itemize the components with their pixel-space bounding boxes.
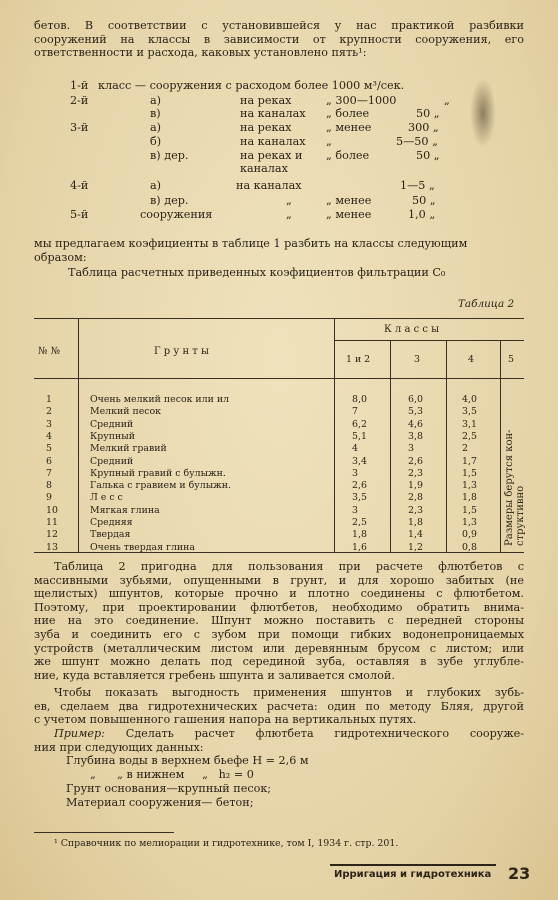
paragraph-line: ев, сделаем два гидротехнических расчета: один по методу Бляя, другой <box>34 699 524 713</box>
row-number: 9 <box>46 492 52 504</box>
row-soil: Средний <box>90 455 134 467</box>
class-sub: б) <box>150 135 162 148</box>
row-class12: 3 <box>352 504 358 516</box>
row-number: 6 <box>46 455 52 467</box>
page-number: 23 <box>508 864 531 883</box>
row-class4: 1,7 <box>462 455 477 467</box>
paragraph-line: же шпунт можно делать под серединой зуба, оставляя в зубе углубле- <box>34 655 524 669</box>
table-row <box>34 542 524 554</box>
class-where: на каналах <box>240 135 306 148</box>
class-sub: а) <box>150 179 162 192</box>
class-where: на каналах <box>240 107 306 120</box>
class-where: на каналах <box>236 179 302 192</box>
class-where: на реках <box>240 94 292 107</box>
table-row <box>34 480 524 492</box>
paragraph-line: Поэтому, при проектировании флютбетов, необходимо обратить внима- <box>34 600 524 614</box>
row-soil: Л е с с <box>90 492 123 504</box>
paragraph-1 <box>34 560 524 682</box>
class-val: 1—5 „ <box>400 179 435 192</box>
row-class12: 1,6 <box>352 541 367 553</box>
table-row <box>34 406 524 418</box>
example-line: ния при следующих данных: <box>34 740 204 754</box>
data-line: Материал сооружения— бетон; <box>66 796 254 809</box>
class5-note: Размеры берутся кон-структивно <box>504 429 526 546</box>
data-line: „ „ в нижнем „ h₂ = 0 <box>90 768 254 781</box>
row-class4: 0,8 <box>462 541 477 553</box>
class-cmp: „ 300—1000 <box>326 94 397 107</box>
row-class3: 2,3 <box>408 504 423 516</box>
intro-line: сооружений на классы в зависимости от крупности сооружения, его <box>34 32 524 46</box>
row-class4: 2,5 <box>462 430 477 442</box>
row-class4: 3,5 <box>462 406 477 418</box>
journal-title: Ирригация и гидротехника <box>334 869 492 880</box>
class-label: 5-й <box>70 208 89 221</box>
paragraph-line: Чтобы показать выгодность применения шпунтов и глубоких зубь- <box>54 686 524 699</box>
row-class3: 3,8 <box>408 430 423 442</box>
subheader-class: 5 <box>508 354 514 365</box>
row-class12: 1,8 <box>352 529 367 541</box>
row-soil: Галька с гравием и булыжн. <box>90 480 232 492</box>
data-line: Глубина воды в верхнем бьефе H = 2,6 м <box>66 754 309 767</box>
class-description: класс — сооружения с расходом более 1000 м³/сек. <box>98 79 405 92</box>
row-class4: 1,5 <box>462 467 477 479</box>
subheader-class: 1 и 2 <box>346 354 371 365</box>
class-label: 1-й <box>70 79 89 92</box>
after-classes-line: мы предлагаем коэфициенты в таблице 1 разбить на классы следующим <box>34 237 468 250</box>
filtration-table <box>34 318 524 553</box>
class-val: „ <box>444 94 450 107</box>
row-class12: 6,2 <box>352 418 367 430</box>
table-row <box>34 468 524 480</box>
example-line: Пример: Сделать расчет флютбета гидротехнического сооруже- <box>54 727 524 740</box>
row-class3: 5,3 <box>408 406 423 418</box>
class-where: „ <box>286 208 292 221</box>
class-where: на реках <box>240 121 292 134</box>
subheader-class: 3 <box>414 354 420 365</box>
row-class4: 2 <box>462 443 468 455</box>
row-number: 4 <box>46 430 52 442</box>
row-number: 11 <box>46 517 58 528</box>
row-soil: Твердая <box>90 529 131 541</box>
row-class3: 1,4 <box>408 529 423 541</box>
class-sub: а) <box>150 94 162 107</box>
class-sub: в) дер. <box>150 194 189 207</box>
class-cmp: „ <box>326 135 332 148</box>
class-sub: сооружения <box>140 208 213 221</box>
row-class3: 3 <box>408 443 414 455</box>
class-where: на реках и каналах <box>240 149 303 175</box>
row-number: 5 <box>46 443 52 455</box>
row-number: 13 <box>46 541 58 553</box>
paragraph-line: зуба и соединить его с зубом при помощи гибких водонепроницаемых <box>34 627 524 641</box>
row-class3: 1,2 <box>408 541 423 553</box>
row-soil: Очень твердая глина <box>90 541 195 553</box>
paragraph-line: ние на это соединение. Шпунт можно поставить с передней стороны <box>34 614 524 628</box>
row-class12: 3 <box>352 467 358 479</box>
paragraph-line: ние, куда вставляется гребень шпунта и заливается смолой. <box>34 668 395 682</box>
class-val: 50 „ <box>416 107 440 120</box>
row-soil: Мягкая глина <box>90 504 160 516</box>
class-val: 50 „ <box>416 149 440 162</box>
row-number: 10 <box>46 504 58 516</box>
row-class4: 1,8 <box>462 492 477 504</box>
intro-paragraph <box>34 19 524 60</box>
class-cmp: „ более <box>326 149 370 162</box>
class-label: 4-й <box>70 179 89 192</box>
row-number: 12 <box>46 529 58 541</box>
table-row <box>34 505 524 517</box>
paragraph-2 <box>34 686 524 727</box>
row-class4: 0,9 <box>462 529 477 541</box>
row-class3: 2,8 <box>408 492 423 504</box>
class-cmp: „ более <box>326 107 370 120</box>
class-sub: в) дер. <box>150 149 189 162</box>
table-caption: Таблица расчетных приведенных коэфициентов фильтрации C₀ <box>68 266 446 279</box>
row-soil: Мелкий гравий <box>90 443 167 455</box>
class-cmp: „ менее <box>326 208 372 221</box>
row-class4: 3,1 <box>462 418 477 430</box>
example-label: Пример: <box>54 727 105 740</box>
table-label: Таблица 2 <box>458 298 515 310</box>
row-number: 1 <box>46 394 52 405</box>
row-class3: 1,9 <box>408 480 423 492</box>
class-label: 2-й <box>70 94 89 107</box>
example-block <box>34 727 524 754</box>
row-class3: 6,0 <box>408 394 423 405</box>
class-label: 3-й <box>70 121 89 134</box>
row-class4: 4,0 <box>462 394 477 405</box>
paragraph-line: Таблица 2 пригодна для пользования при расчете флютбетов с <box>54 560 524 573</box>
table-row <box>34 456 524 468</box>
row-number: 3 <box>46 418 52 430</box>
class-where: „ <box>286 194 292 207</box>
after-classes-line: образом: <box>34 251 87 264</box>
ink-stain <box>470 78 496 148</box>
header-number: № № <box>38 346 61 357</box>
row-class4: 1,3 <box>462 480 477 492</box>
table-row <box>34 419 524 431</box>
paragraph-line: массивными зубьями, опущенными в грунт, и для хорошо забитых (не <box>34 573 524 587</box>
class-val: 1,0 „ <box>408 208 436 221</box>
row-class12: 3,5 <box>352 492 367 504</box>
table-row <box>34 394 524 406</box>
class-cmp: „ менее <box>326 194 372 207</box>
row-class4: 1,5 <box>462 504 477 516</box>
paragraph-line: щелистых) шпунтов, которые прочно и плотно соединены с флютбетом. <box>34 587 524 601</box>
class-val: 5—50 „ <box>396 135 438 148</box>
row-number: 2 <box>46 406 52 418</box>
table-row <box>34 443 524 455</box>
subheader-class: 4 <box>468 354 474 365</box>
data-line: Грунт основания—крупный песок; <box>66 782 272 795</box>
row-class12: 2,5 <box>352 517 367 528</box>
footnote-rule <box>34 832 174 833</box>
row-class3: 2,6 <box>408 455 423 467</box>
row-class3: 1,8 <box>408 517 423 528</box>
footer-rule <box>330 864 496 866</box>
table-row <box>34 517 524 529</box>
row-class4: 1,3 <box>462 517 477 528</box>
row-class3: 4,6 <box>408 418 423 430</box>
row-class12: 8,0 <box>352 394 367 405</box>
row-class12: 3,4 <box>352 455 367 467</box>
row-class12: 4 <box>352 443 358 455</box>
row-class3: 2,3 <box>408 467 423 479</box>
intro-line: ответственности и расхода, каковых установлено пять¹: <box>34 46 367 60</box>
row-soil: Средняя <box>90 517 133 528</box>
paragraph-line: устройств (металлическим листом или деревянным брусом с листом; или <box>34 641 524 655</box>
header-classes: К л а с с ы <box>384 324 440 335</box>
class-sub: а) <box>150 121 162 134</box>
row-number: 8 <box>46 480 52 492</box>
row-class12: 5,1 <box>352 430 367 442</box>
row-soil: Крупный <box>90 430 135 442</box>
class-sub: в) <box>150 107 161 120</box>
class-val: 50 „ <box>412 194 436 207</box>
class-val: 300 „ <box>408 121 439 134</box>
row-class12: 2,6 <box>352 480 367 492</box>
intro-line: бетов. В соответствии с установившейся у нас практикой разбивки <box>34 19 524 32</box>
table-row <box>34 431 524 443</box>
row-class12: 7 <box>352 406 358 418</box>
row-soil: Крупный гравий с булыжн. <box>90 467 226 479</box>
row-soil: Средний <box>90 418 134 430</box>
row-number: 7 <box>46 467 52 479</box>
paragraph-line: с учетом повышенного гашения напора на вертикальных путях. <box>34 713 417 727</box>
row-soil: Очень мелкий песок или ил <box>90 394 230 405</box>
table-row <box>34 529 524 541</box>
row-soil: Мелкий песок <box>90 406 161 418</box>
table-row <box>34 492 524 504</box>
class-cmp: „ менее <box>326 121 372 134</box>
header-soils: Г р у н т ы <box>154 346 209 357</box>
footnote: ¹ Справочник по мелиорации и гидротехнике, том I, 1934 г. стр. 201. <box>54 838 399 849</box>
